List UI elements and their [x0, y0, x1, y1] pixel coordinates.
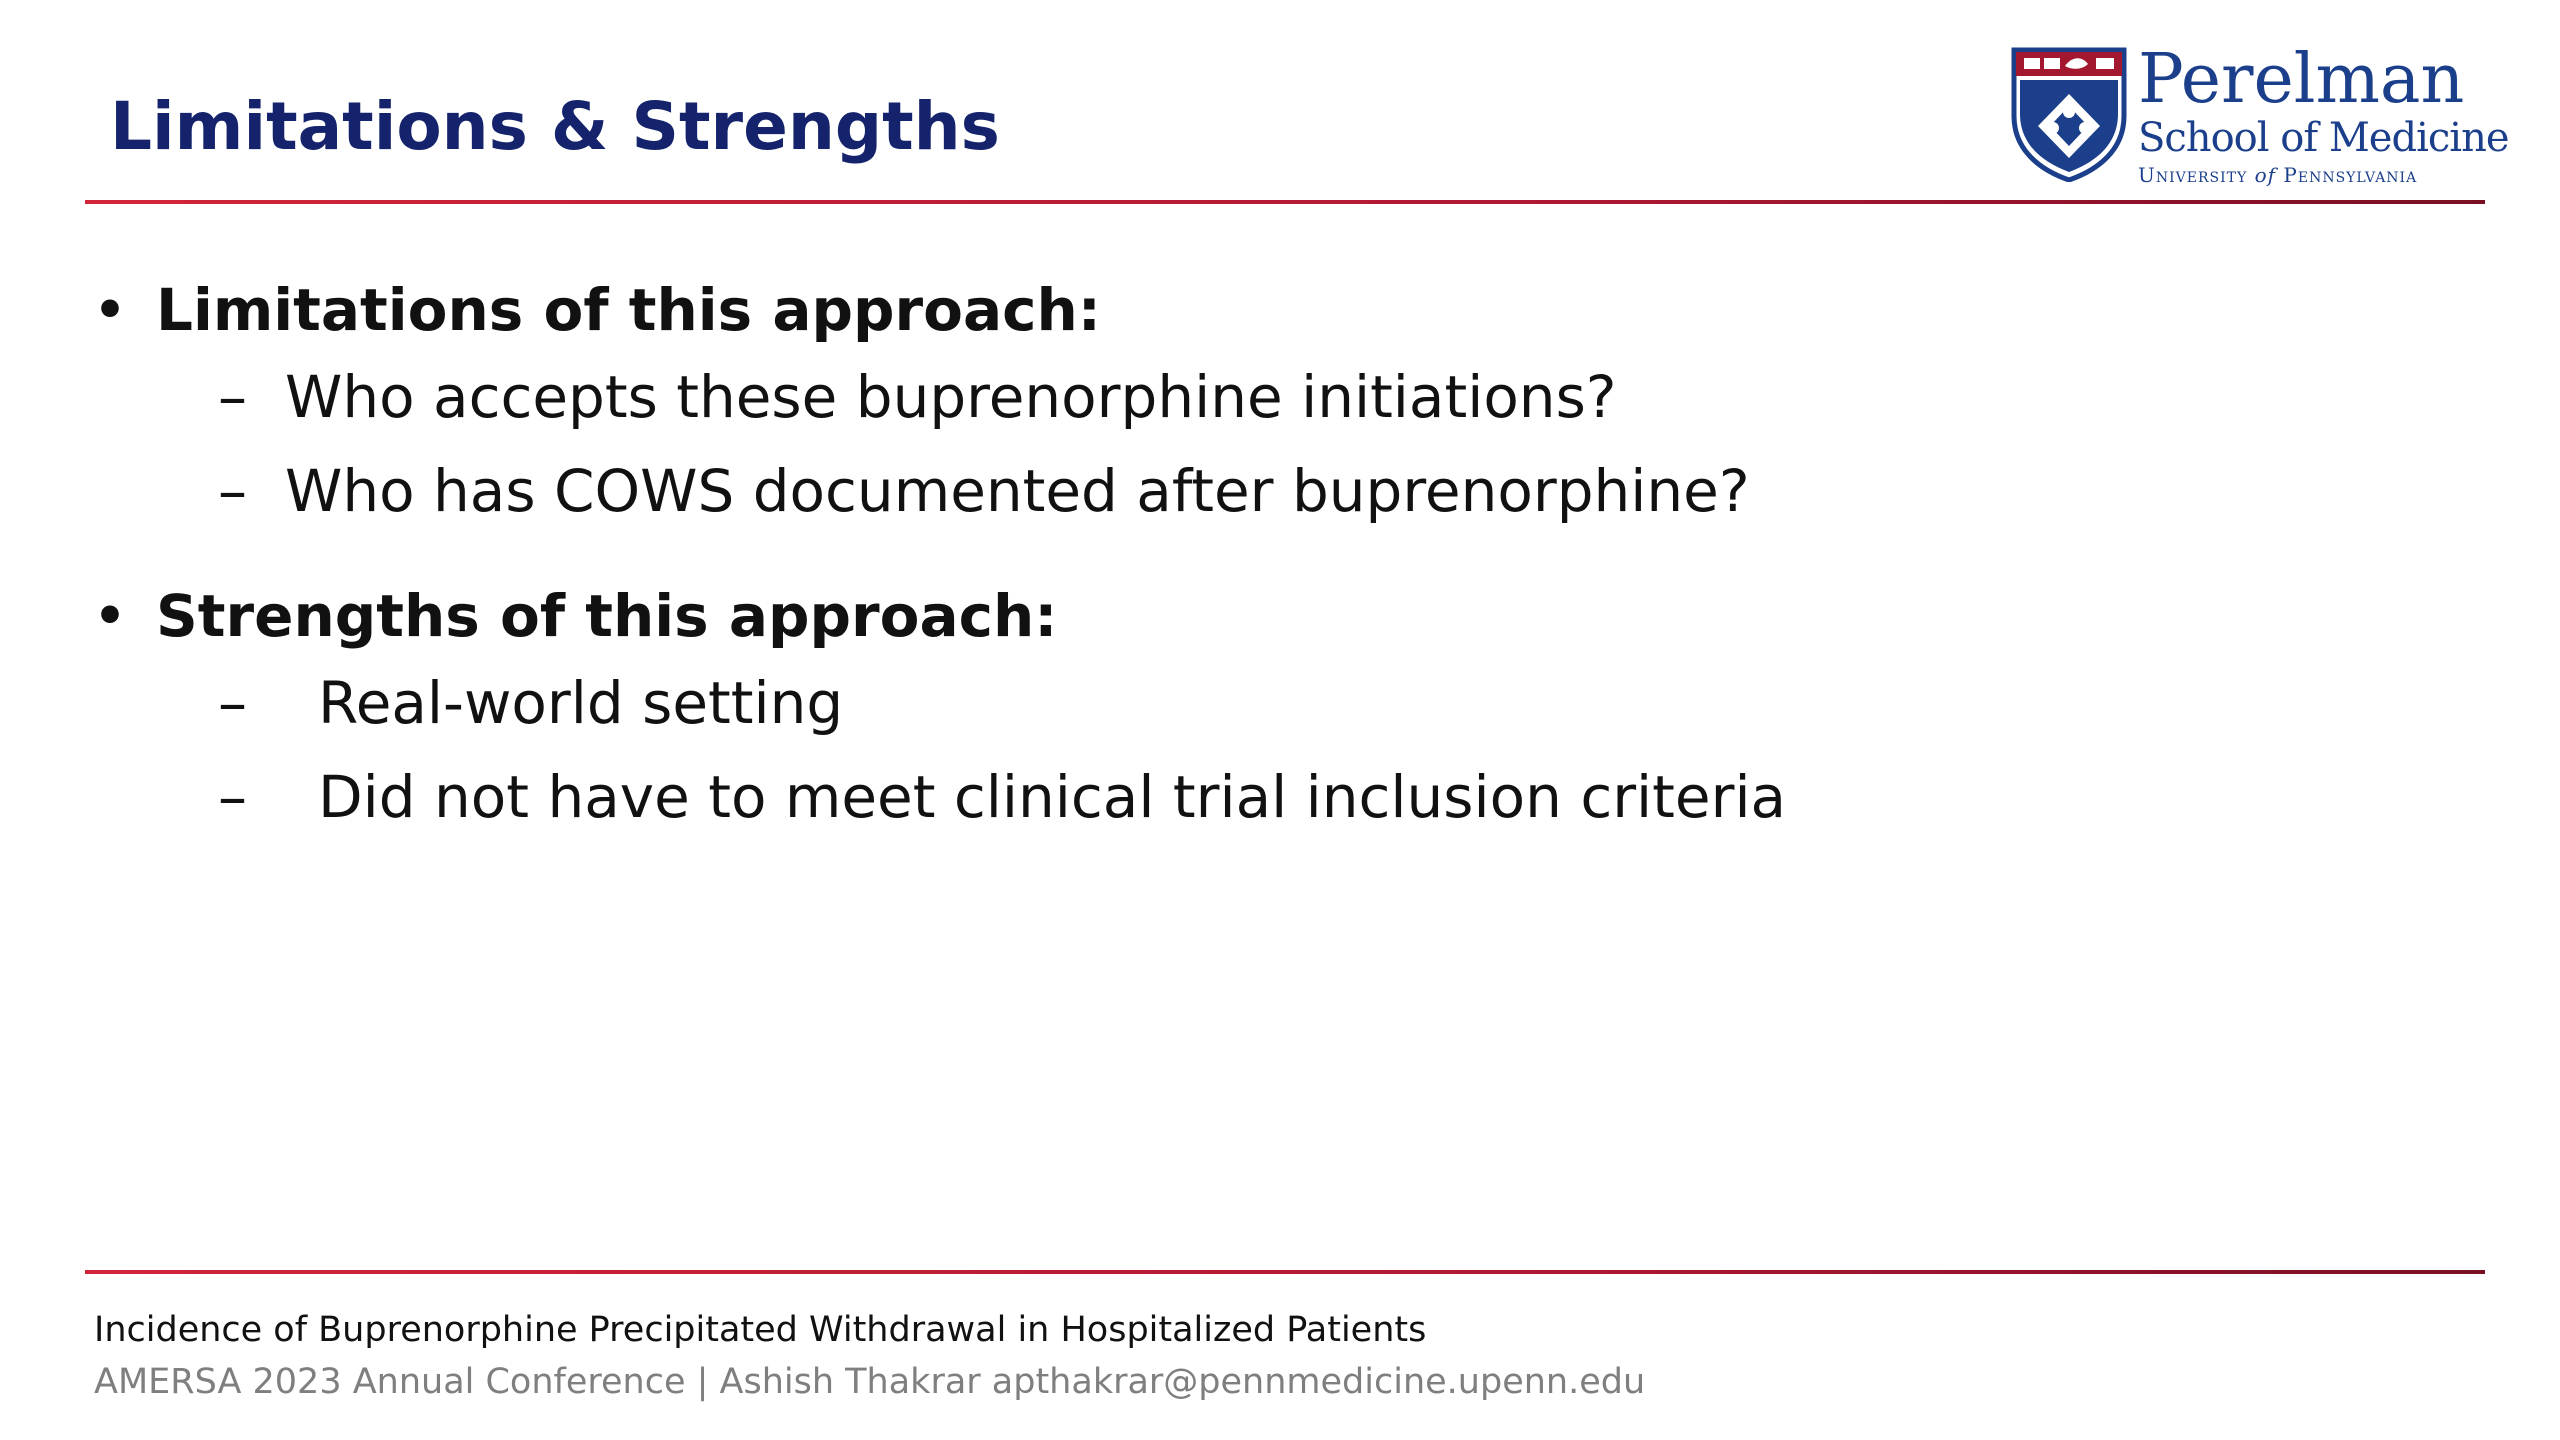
logo-university-suffix: Pennsylvania	[2283, 163, 2418, 187]
bullet-label: Limitations of this approach:	[156, 276, 1101, 344]
footer-divider	[85, 1270, 2485, 1274]
dash-icon: –	[218, 363, 247, 431]
logo-wordmark	[2138, 40, 2509, 188]
title-divider	[85, 200, 2485, 204]
logo-name: Perelman	[2138, 40, 2465, 119]
sub-bullet-text: Who accepts these buprenorphine initiations?	[285, 363, 1617, 431]
sub-bullet	[90, 750, 2390, 844]
bullet-dot-icon: •	[94, 281, 126, 339]
penn-shield-icon	[2010, 46, 2128, 182]
sub-bullet-text: Who has COWS documented after buprenorphine?	[285, 457, 1750, 525]
logo-university-of: of	[2254, 163, 2277, 187]
slide-body	[90, 270, 2390, 844]
bullet-label: Strengths of this approach:	[156, 582, 1058, 650]
dash-icon: –	[218, 763, 247, 831]
slide-footer	[94, 1305, 2394, 1409]
bullet-dot-icon: •	[94, 587, 126, 645]
dash-icon: –	[218, 457, 247, 525]
sub-bullet	[90, 444, 2390, 538]
dash-icon: –	[218, 669, 247, 737]
slide-title: Limitations & Strengths	[110, 88, 1000, 165]
footer-presentation-title: Incidence of Buprenorphine Precipitated Withdrawal in Hospitalized Patients	[94, 1310, 1427, 1350]
footer-conference-author: AMERSA 2023 Annual Conference | Ashish Thakrar apthakrar@pennmedicine.upenn.edu	[94, 1362, 1646, 1402]
logo-university-prefix: University	[2138, 163, 2248, 187]
bullet-limitations	[90, 270, 2390, 350]
sub-bullet-text: Did not have to meet clinical trial inclusion criteria	[318, 763, 1787, 831]
logo-university	[2138, 162, 2490, 188]
sub-bullet	[90, 350, 2390, 444]
perelman-logo	[2010, 40, 2509, 187]
logo-school: School of Medicine	[2138, 115, 2509, 161]
sub-bullet	[90, 656, 2390, 750]
spacer	[90, 538, 2390, 576]
bullet-strengths	[90, 576, 2390, 656]
sub-bullet-text: Real-world setting	[318, 669, 844, 737]
